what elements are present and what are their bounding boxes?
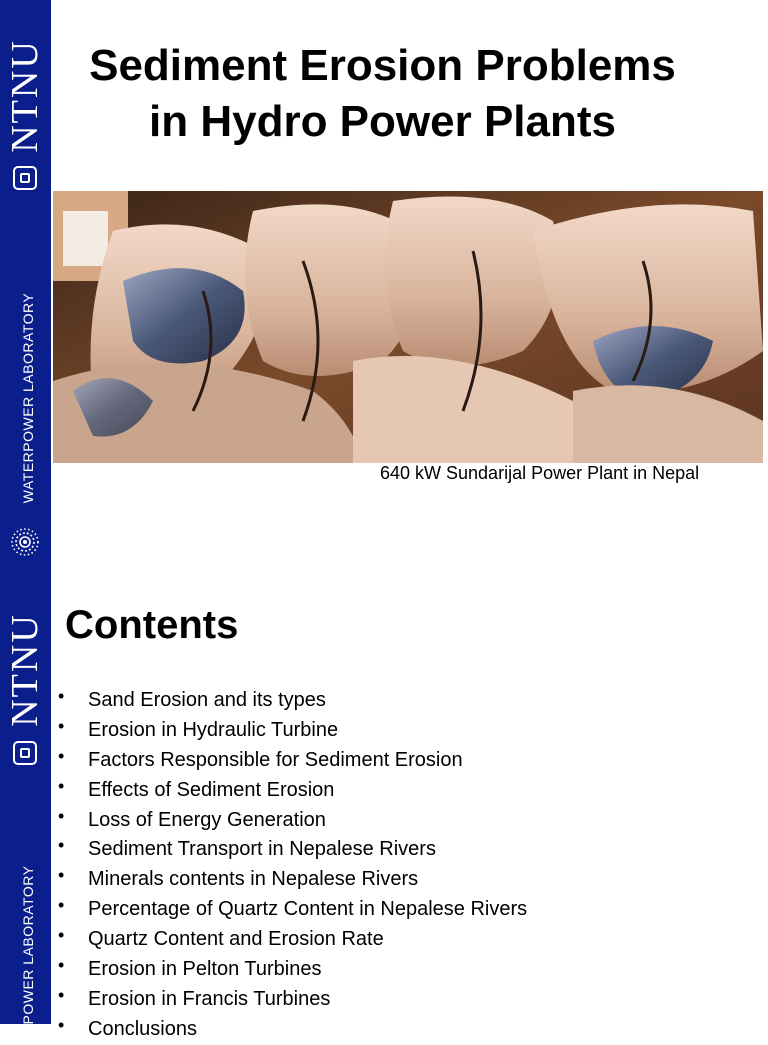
list-item-label: Erosion in Hydraulic Turbine [88, 718, 339, 741]
bullet-icon: • [58, 984, 65, 1005]
lab-name-2: POWER LABORATORY [20, 865, 36, 1024]
list-item-label: Percentage of Quartz Content in Nepalese Rivers [88, 898, 528, 921]
sidebar-brand-group-top [0, 0, 51, 560]
contents-heading: Contents [65, 603, 239, 647]
list-item-label: Quartz Content and Erosion Rate [88, 928, 384, 951]
list-item [56, 985, 527, 1015]
contents-list [56, 686, 527, 1045]
ntnu-logo-icon [13, 166, 37, 190]
bullet-icon: • [58, 895, 65, 916]
list-item-label: Minerals contents in Nepalese Rivers [88, 868, 419, 891]
sidebar [0, 0, 51, 1024]
list-item [56, 686, 527, 716]
bullet-icon: • [58, 925, 65, 946]
ntnu-wordmark: NTNU [4, 39, 46, 153]
emblem-icon [10, 527, 40, 557]
list-item [56, 835, 527, 865]
list-item [56, 806, 527, 836]
list-item-label: Loss of Energy Generation [88, 808, 326, 831]
slide-title-line-1: Sediment Erosion Problems [89, 41, 676, 90]
eroded-turbine-photo [53, 191, 763, 463]
list-item-label: Factors Responsible for Sediment Erosion [88, 748, 463, 771]
list-item [56, 895, 527, 925]
list-item [56, 865, 527, 895]
slide-title-line-2: in Hydro Power Plants [149, 97, 616, 146]
list-item-label: Erosion in Pelton Turbines [88, 958, 322, 981]
list-item-label: Erosion in Francis Turbines [88, 987, 331, 1010]
bullet-icon: • [58, 686, 65, 706]
list-item [56, 776, 527, 806]
list-item [56, 746, 527, 776]
list-item [56, 716, 527, 746]
slide-title [55, 38, 710, 150]
list-item-label: Effects of Sediment Erosion [88, 778, 335, 801]
list-item-label: Sediment Transport in Nepalese Rivers [88, 838, 436, 861]
bullet-icon: • [58, 955, 65, 976]
bullet-icon: • [58, 775, 65, 796]
bullet-icon: • [58, 745, 65, 766]
list-item-label: Conclusions [88, 1017, 197, 1040]
sidebar-brand-group-bottom [0, 560, 51, 1024]
lab-name: WATERPOWER LABORATORY [20, 292, 36, 504]
photo-caption: 640 kW Sundarijal Power Plant in Nepal [380, 463, 700, 483]
bullet-icon: • [58, 865, 65, 886]
ntnu-wordmark-2: NTNU [4, 613, 46, 727]
list-item [56, 925, 527, 955]
ntnu-logo-icon-2 [13, 741, 37, 765]
list-item-label: Sand Erosion and its types [88, 689, 326, 711]
list-item [56, 955, 527, 985]
list-item [56, 1015, 527, 1045]
bullet-icon: • [58, 805, 65, 826]
bullet-icon: • [58, 835, 65, 856]
bullet-icon: • [58, 1014, 65, 1035]
bullet-icon: • [58, 715, 65, 736]
